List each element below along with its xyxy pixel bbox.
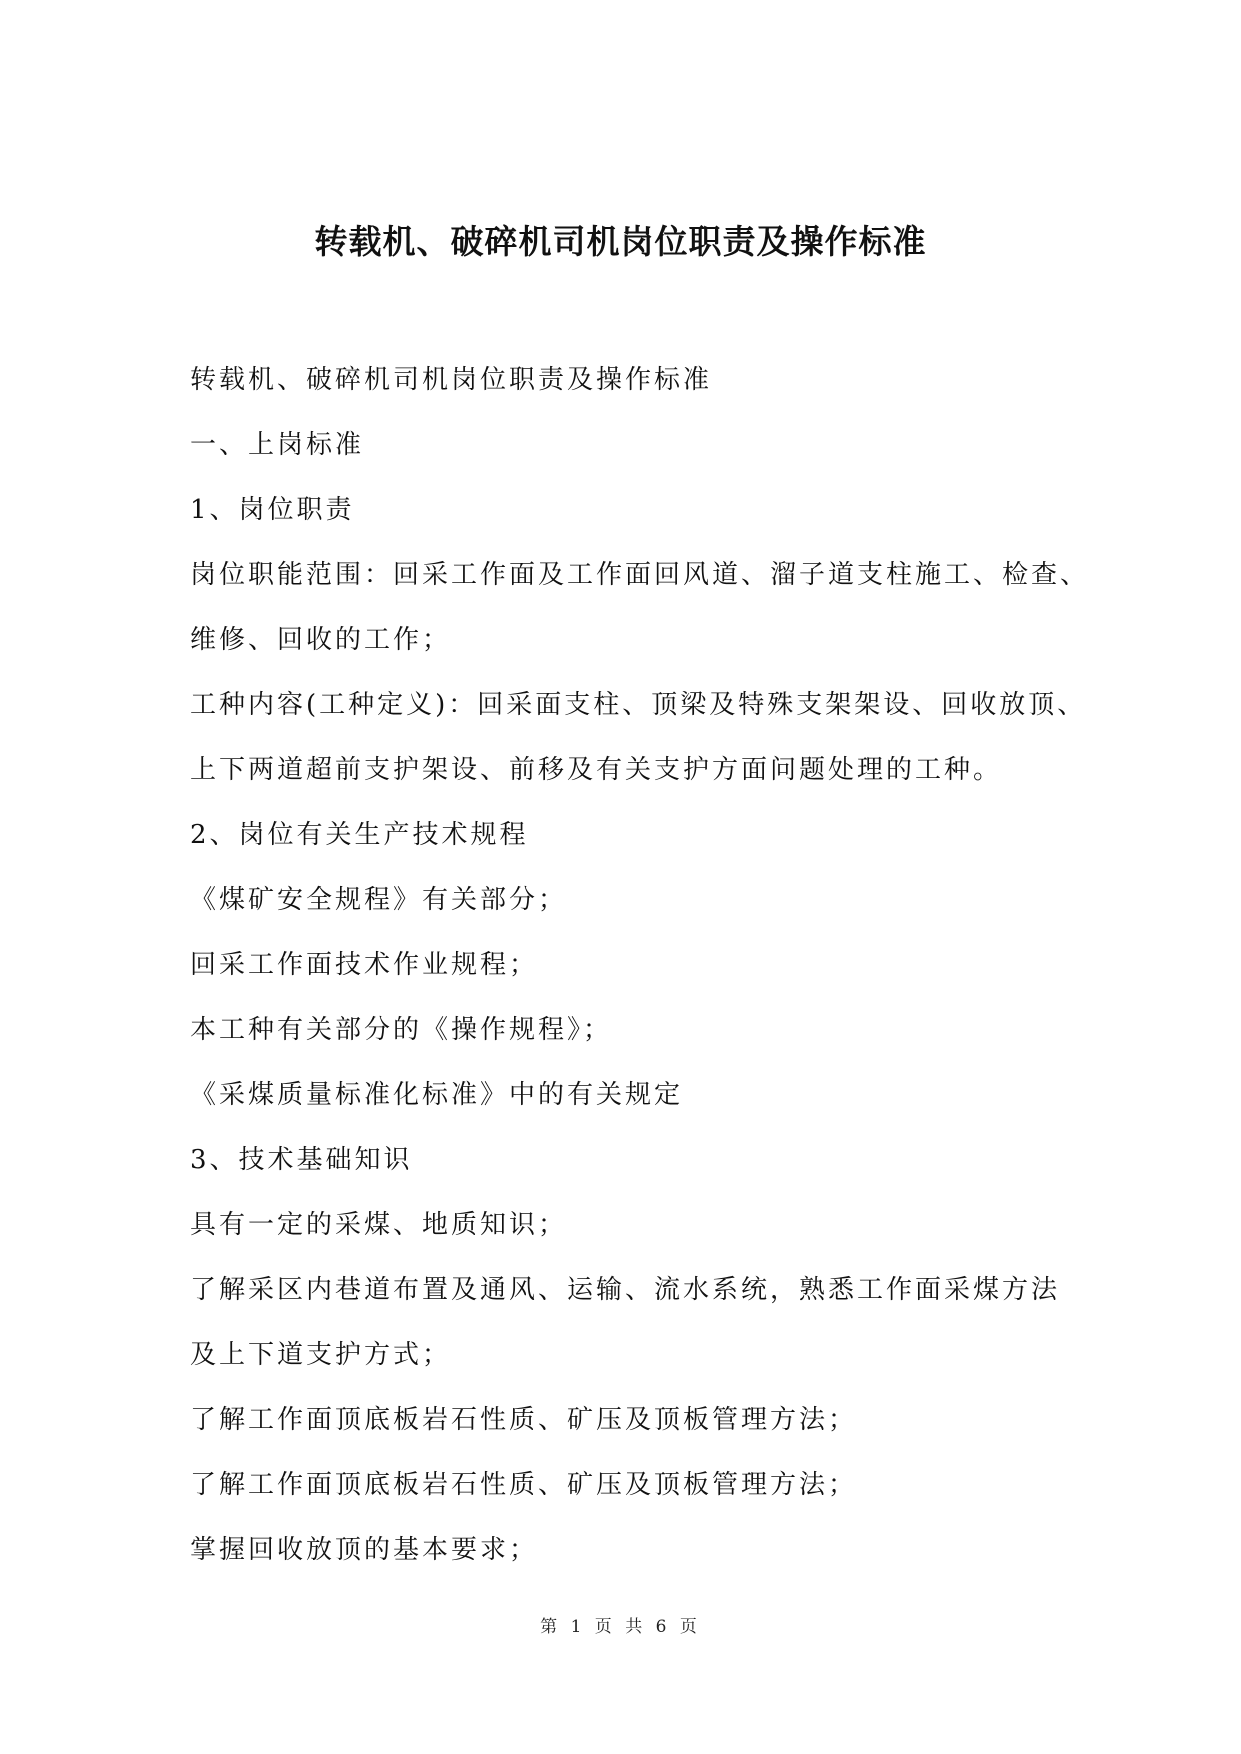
body-line: 一、上岗标准 (190, 430, 365, 460)
body-line: 掌握回收放顶的基本要求； (190, 1535, 539, 1565)
body-line: 本工种有关部分的《操作规程》； (190, 1015, 613, 1045)
body-line: 2、岗位有关生产技术规程 (190, 820, 529, 850)
body-line: 3、技术基础知识 (190, 1145, 413, 1175)
document-title: 转载机、破碎机司机岗位职责及操作标准 (314, 222, 927, 261)
page-number-footer: 第 1 页 共 6 页 (540, 1617, 701, 1637)
body-line: 工种内容(工种定义)：回采面支柱、顶梁及特殊支架架设、回收放顶、 (190, 690, 1087, 720)
document-body (190, 358, 1090, 1593)
body-line: 1、岗位职责 (190, 495, 355, 525)
body-line: 回采工作面技术作业规程； (190, 950, 539, 980)
body-line: 转载机、破碎机司机岗位职责及操作标准 (190, 365, 713, 395)
body-line: 了解工作面顶底板岩石性质、矿压及顶板管理方法； (190, 1470, 858, 1500)
body-line: 《煤矿安全规程》有关部分； (190, 885, 568, 915)
body-line: 维修、回收的工作； (190, 625, 452, 655)
body-line: 具有一定的采煤、地质知识； (190, 1210, 568, 1240)
body-line: 了解采区内巷道布置及通风、运输、流水系统，熟悉工作面采煤方法 (190, 1275, 1061, 1305)
body-line: 岗位职能范围：回采工作面及工作面回风道、溜子道支柱施工、检查、 (190, 560, 1090, 590)
body-line: 了解工作面顶底板岩石性质、矿压及顶板管理方法； (190, 1405, 858, 1435)
body-line: 上下两道超前支护架设、前移及有关支护方面问题处理的工种。 (190, 755, 1003, 785)
body-line: 《采煤质量标准化标准》中的有关规定 (190, 1080, 684, 1110)
body-line: 及上下道支护方式； (190, 1340, 452, 1370)
